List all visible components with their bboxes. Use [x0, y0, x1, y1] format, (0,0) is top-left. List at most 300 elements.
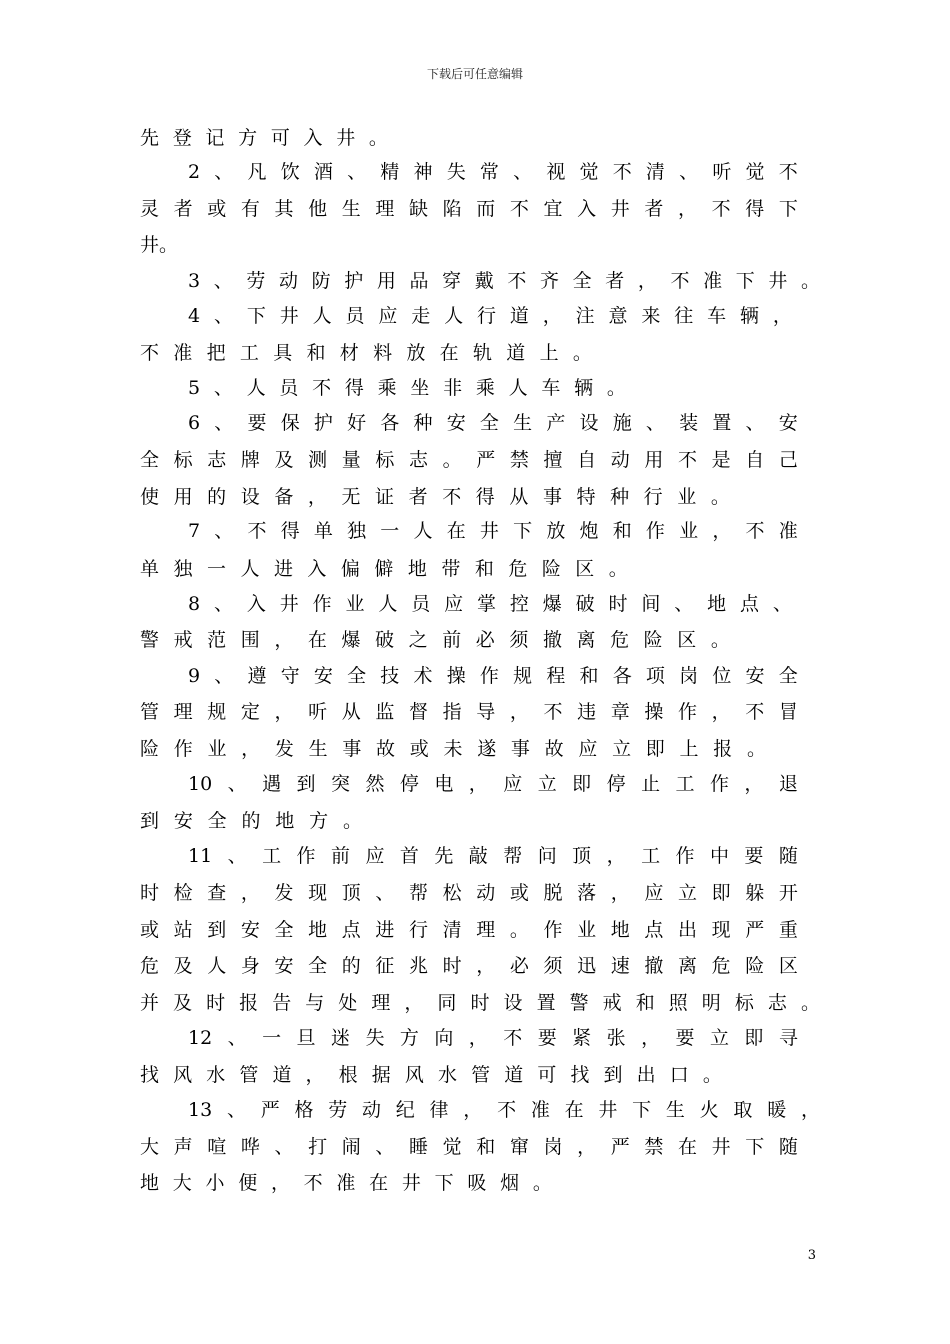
- glyph: 不: [711, 198, 731, 220]
- glyph: 听: [712, 161, 732, 183]
- glyph: 理: [375, 198, 395, 220]
- page-header: 下载后可任意编辑: [426, 67, 523, 81]
- glyph: 遂: [477, 738, 497, 760]
- glyph: 风: [404, 1064, 424, 1086]
- glyph: 全: [479, 412, 499, 434]
- glyph: 。: [710, 486, 730, 508]
- glyph: 。: [702, 1064, 722, 1086]
- glyph: 顶: [572, 845, 592, 867]
- glyph: 事: [542, 486, 562, 508]
- glyph: 作: [296, 845, 316, 867]
- glyph: 和: [612, 520, 632, 542]
- glyph: 水: [437, 1064, 457, 1086]
- glyph: 井: [610, 198, 630, 220]
- glyph: 下: [434, 1172, 454, 1194]
- glyph: 找: [140, 1064, 160, 1086]
- glyph: 兆: [409, 955, 429, 977]
- glyph: 方: [399, 1027, 419, 1049]
- glyph: 人: [378, 593, 398, 615]
- glyph: 即: [572, 773, 592, 795]
- glyph: 发: [274, 882, 294, 904]
- glyph: 各: [612, 665, 632, 687]
- glyph: 张: [606, 1027, 626, 1049]
- glyph: 用: [644, 449, 664, 471]
- glyph: 辆: [739, 305, 759, 327]
- glyph: 。: [746, 738, 766, 760]
- glyph: 点: [644, 919, 664, 941]
- glyph: 前: [442, 629, 462, 651]
- glyph: 乘: [377, 377, 397, 399]
- glyph: 要: [744, 845, 764, 867]
- glyph: 不: [745, 520, 765, 542]
- glyph: 独: [347, 520, 367, 542]
- glyph: 和: [635, 992, 655, 1014]
- glyph: 者: [173, 198, 193, 220]
- glyph: 酒: [313, 161, 333, 183]
- glyph: 闹: [341, 1136, 361, 1158]
- glyph: ，: [542, 305, 562, 327]
- glyph: 坐: [410, 377, 430, 399]
- text-line: [140, 1062, 722, 1088]
- glyph: 要: [247, 412, 267, 434]
- glyph: 不: [312, 377, 332, 399]
- glyph: 井: [768, 270, 788, 292]
- glyph: 规: [513, 665, 533, 687]
- glyph: 用: [173, 486, 193, 508]
- glyph: 、: [645, 412, 665, 434]
- glyph: 。: [368, 127, 388, 149]
- glyph: 劳: [246, 270, 266, 292]
- text-line: [188, 375, 626, 401]
- glyph: 乘: [475, 377, 495, 399]
- glyph: 安: [274, 955, 294, 977]
- glyph: 技: [380, 665, 400, 687]
- glyph: 12: [188, 1027, 213, 1049]
- glyph: 照: [668, 992, 688, 1014]
- glyph: 遵: [247, 665, 267, 687]
- glyph: 自: [577, 449, 597, 471]
- glyph: 置: [712, 412, 732, 434]
- glyph: 人: [207, 955, 227, 977]
- glyph: 出: [678, 919, 698, 941]
- glyph: 动: [610, 449, 630, 471]
- glyph: 格: [294, 1099, 314, 1121]
- glyph: 应: [503, 773, 523, 795]
- glyph: 安: [745, 665, 765, 687]
- glyph: 大: [172, 1172, 192, 1194]
- glyph: 戴: [474, 270, 494, 292]
- glyph: ，: [240, 882, 260, 904]
- glyph: 业: [679, 520, 699, 542]
- glyph: ，: [712, 520, 732, 542]
- glyph: 其: [274, 198, 294, 220]
- glyph: 一: [380, 520, 400, 542]
- text-line: [140, 1170, 552, 1196]
- glyph: 行: [476, 305, 496, 327]
- glyph: 窜: [509, 1136, 529, 1158]
- glyph: 睡: [409, 1136, 429, 1158]
- glyph: 标: [173, 449, 193, 471]
- glyph: 放: [406, 342, 426, 364]
- glyph: 帮: [409, 882, 429, 904]
- text-line: [140, 196, 798, 222]
- glyph: 准: [336, 1172, 356, 1194]
- glyph: 一: [262, 1027, 282, 1049]
- glyph: 下: [632, 1099, 652, 1121]
- glyph: 不: [507, 270, 527, 292]
- glyph: 行: [409, 919, 429, 941]
- glyph: 品: [409, 270, 429, 292]
- glyph: 、: [213, 593, 233, 615]
- glyph: 自: [745, 449, 765, 471]
- glyph: 独: [173, 558, 193, 580]
- glyph: 生: [308, 738, 328, 760]
- glyph: 先: [140, 127, 160, 149]
- glyph: 行: [643, 486, 663, 508]
- glyph: 。: [159, 234, 179, 256]
- page-number: 3: [807, 1248, 816, 1263]
- glyph: 人: [413, 520, 433, 542]
- glyph: 严: [745, 919, 765, 941]
- glyph: 打: [308, 1136, 328, 1158]
- glyph: 8: [188, 593, 201, 615]
- glyph: 业: [207, 738, 227, 760]
- glyph: 轨: [472, 342, 492, 364]
- glyph: 或: [207, 198, 227, 220]
- glyph: ，: [610, 882, 630, 904]
- glyph: 下: [735, 270, 755, 292]
- glyph: 他: [308, 198, 328, 220]
- glyph: 术: [413, 665, 433, 687]
- glyph: 岗: [543, 1136, 563, 1158]
- glyph: 到: [296, 773, 316, 795]
- glyph: 帮: [503, 845, 523, 867]
- glyph: 点: [341, 919, 361, 941]
- glyph: 范: [207, 629, 227, 651]
- glyph: 全: [140, 449, 160, 471]
- text-line: [188, 1025, 798, 1051]
- glyph: 事: [342, 738, 362, 760]
- glyph: 单: [140, 558, 160, 580]
- glyph: 掌: [476, 593, 496, 615]
- glyph: 来: [641, 305, 661, 327]
- glyph: 方: [238, 127, 258, 149]
- glyph: 听: [308, 701, 328, 723]
- glyph: 13: [188, 1099, 213, 1121]
- glyph: 不: [678, 449, 698, 471]
- glyph: 离: [576, 629, 596, 651]
- glyph: 程: [546, 665, 566, 687]
- glyph: 、: [513, 161, 533, 183]
- glyph: 禁: [509, 449, 529, 471]
- glyph: 设: [579, 412, 599, 434]
- glyph: 冒: [778, 701, 798, 723]
- glyph: 严: [476, 449, 496, 471]
- glyph: 中: [709, 845, 729, 867]
- glyph: 安: [446, 412, 466, 434]
- glyph: 戒: [173, 629, 193, 651]
- glyph: 、: [227, 845, 247, 867]
- glyph: 时: [206, 992, 226, 1014]
- glyph: 声: [173, 1136, 193, 1158]
- glyph: 纪: [395, 1099, 415, 1121]
- glyph: 入: [246, 593, 266, 615]
- glyph: 作: [709, 773, 729, 795]
- glyph: 往: [674, 305, 694, 327]
- glyph: 紧: [572, 1027, 592, 1049]
- glyph: 松: [442, 882, 462, 904]
- glyph: 。: [800, 270, 820, 292]
- glyph: 上: [539, 342, 559, 364]
- glyph: 落: [577, 882, 597, 904]
- text-line: [140, 556, 628, 582]
- glyph: 及: [274, 449, 294, 471]
- glyph: 警: [569, 992, 589, 1014]
- glyph: 道: [504, 1064, 524, 1086]
- glyph: 志: [409, 449, 429, 471]
- glyph: 。: [606, 377, 626, 399]
- glyph: 业: [345, 593, 365, 615]
- glyph: 业: [577, 919, 597, 941]
- glyph: 种: [413, 412, 433, 434]
- glyph: 可: [537, 1064, 557, 1086]
- glyph: 安: [778, 412, 798, 434]
- glyph: 意: [608, 305, 628, 327]
- glyph: 口: [669, 1064, 689, 1086]
- glyph: 、: [227, 1027, 247, 1049]
- glyph: 操: [644, 701, 664, 723]
- glyph: 立: [678, 882, 698, 904]
- glyph: 动: [362, 1099, 382, 1121]
- glyph: 而: [476, 198, 496, 220]
- glyph: 报: [239, 992, 259, 1014]
- text-line: [188, 268, 820, 294]
- glyph: 得: [475, 486, 495, 508]
- glyph: 报: [713, 738, 733, 760]
- glyph: 缺: [409, 198, 429, 220]
- glyph: 喧: [207, 1136, 227, 1158]
- glyph: ，: [800, 1099, 820, 1121]
- glyph: 使: [140, 486, 160, 508]
- glyph: 章: [610, 701, 630, 723]
- glyph: 标: [734, 992, 754, 1014]
- glyph: 从: [509, 486, 529, 508]
- glyph: 车: [541, 377, 561, 399]
- glyph: 的: [207, 486, 227, 508]
- glyph: 旦: [296, 1027, 316, 1049]
- glyph: 准: [530, 1099, 550, 1121]
- glyph: 险: [643, 629, 663, 651]
- glyph: 在: [307, 629, 327, 651]
- glyph: 区: [575, 558, 595, 580]
- glyph: 工: [239, 342, 259, 364]
- text-line: [188, 518, 798, 544]
- glyph: 查: [207, 882, 227, 904]
- glyph: 各: [380, 412, 400, 434]
- glyph: 炮: [579, 520, 599, 542]
- glyph: 征: [375, 955, 395, 977]
- glyph: 料: [373, 342, 393, 364]
- glyph: 全: [308, 955, 328, 977]
- glyph: 不: [247, 520, 267, 542]
- glyph: 防: [311, 270, 331, 292]
- glyph: 作: [543, 919, 563, 941]
- glyph: 操: [446, 665, 466, 687]
- glyph: 警: [140, 629, 160, 651]
- text-line: [140, 990, 820, 1016]
- glyph: 道: [509, 305, 529, 327]
- glyph: 间: [641, 593, 661, 615]
- glyph: 在: [369, 1172, 389, 1194]
- text-line: [188, 591, 792, 617]
- glyph: 工: [641, 845, 661, 867]
- glyph: 置: [536, 992, 556, 1014]
- glyph: 10: [188, 773, 213, 795]
- glyph: 安: [173, 810, 193, 832]
- glyph: 督: [409, 701, 429, 723]
- text-line: [140, 484, 730, 510]
- glyph: 地: [407, 558, 427, 580]
- text-line: [140, 232, 179, 258]
- glyph: 人: [508, 377, 528, 399]
- glyph: 、: [214, 520, 234, 542]
- glyph: 时: [140, 882, 160, 904]
- glyph: 险: [541, 558, 561, 580]
- glyph: 、: [375, 1136, 395, 1158]
- glyph: 登: [172, 127, 192, 149]
- glyph: 严: [260, 1099, 280, 1121]
- glyph: 记: [205, 127, 225, 149]
- glyph: 方: [309, 810, 329, 832]
- glyph: ，: [307, 486, 327, 508]
- glyph: 。: [710, 629, 730, 651]
- glyph: 在: [564, 1099, 584, 1121]
- glyph: 凡: [247, 161, 267, 183]
- glyph: 违: [577, 701, 597, 723]
- text-line: [140, 125, 388, 151]
- glyph: 随: [778, 845, 798, 867]
- glyph: 是: [711, 449, 731, 471]
- glyph: 精: [380, 161, 400, 183]
- glyph: 辆: [574, 377, 594, 399]
- glyph: 注: [575, 305, 595, 327]
- glyph: 顶: [341, 882, 361, 904]
- glyph: 安: [240, 919, 260, 941]
- glyph: 现: [711, 919, 731, 941]
- glyph: 随: [778, 1136, 798, 1158]
- glyph: 戒: [602, 992, 622, 1014]
- glyph: 好: [347, 412, 367, 434]
- glyph: 不: [442, 486, 462, 508]
- glyph: 者: [644, 198, 664, 220]
- glyph: 地: [610, 919, 630, 941]
- glyph: 与: [305, 992, 325, 1014]
- glyph: 位: [712, 665, 732, 687]
- glyph: ，: [637, 270, 657, 292]
- glyph: 、: [213, 270, 233, 292]
- glyph: 离: [678, 955, 698, 977]
- glyph: 把: [206, 342, 226, 364]
- glyph: 准: [703, 270, 723, 292]
- glyph: 清: [442, 919, 462, 941]
- glyph: 。: [509, 919, 529, 941]
- glyph: 3: [188, 270, 201, 292]
- glyph: 的: [241, 810, 261, 832]
- glyph: 生: [341, 198, 361, 220]
- text-line: [188, 303, 792, 329]
- glyph: 施: [612, 412, 632, 434]
- glyph: 道: [506, 342, 526, 364]
- glyph: 者: [408, 486, 428, 508]
- glyph: 井: [401, 1172, 421, 1194]
- glyph: 破: [375, 629, 395, 651]
- glyph: ，: [577, 1136, 597, 1158]
- glyph: 用: [376, 270, 396, 292]
- glyph: 得: [344, 377, 364, 399]
- glyph: 劳: [328, 1099, 348, 1121]
- glyph: 全: [347, 665, 367, 687]
- glyph: 7: [188, 520, 201, 542]
- glyph: 、: [213, 377, 233, 399]
- glyph: 己: [778, 449, 798, 471]
- glyph: 及: [173, 955, 193, 977]
- glyph: 不: [509, 198, 529, 220]
- glyph: 迷: [330, 1027, 350, 1049]
- glyph: 材: [339, 342, 359, 364]
- glyph: 明: [701, 992, 721, 1014]
- glyph: 电: [434, 773, 454, 795]
- glyph: 放: [546, 520, 566, 542]
- text-line: [140, 627, 730, 653]
- glyph: 暖: [767, 1099, 787, 1121]
- text-line: [140, 917, 798, 943]
- glyph: 觉: [442, 1136, 462, 1158]
- glyph: 生: [513, 412, 533, 434]
- glyph: 得: [745, 198, 765, 220]
- glyph: 首: [399, 845, 419, 867]
- text-line: [188, 410, 798, 436]
- glyph: 不: [497, 1099, 517, 1121]
- glyph: ，: [606, 845, 626, 867]
- glyph: 撤: [644, 955, 664, 977]
- glyph: 地: [308, 919, 328, 941]
- glyph: 现: [308, 882, 328, 904]
- glyph: 理: [476, 919, 496, 941]
- glyph: 入: [307, 558, 327, 580]
- glyph: 寻: [778, 1027, 798, 1049]
- glyph: 脱: [543, 882, 563, 904]
- glyph: 问: [537, 845, 557, 867]
- glyph: 工: [675, 773, 695, 795]
- glyph: 宜: [543, 198, 563, 220]
- glyph: 管: [140, 701, 160, 723]
- glyph: 常: [479, 161, 499, 183]
- glyph: 入: [303, 127, 323, 149]
- glyph: 井: [279, 305, 299, 327]
- glyph: 应: [365, 845, 385, 867]
- glyph: 觉: [579, 161, 599, 183]
- glyph: 地: [140, 1172, 160, 1194]
- glyph: 护: [313, 412, 333, 434]
- glyph: 生: [665, 1099, 685, 1121]
- glyph: 及: [173, 992, 193, 1014]
- glyph: 作: [312, 593, 332, 615]
- glyph: 井: [479, 520, 499, 542]
- glyph: 带: [441, 558, 461, 580]
- text-line: [140, 953, 798, 979]
- glyph: 全: [572, 270, 592, 292]
- glyph: 止: [641, 773, 661, 795]
